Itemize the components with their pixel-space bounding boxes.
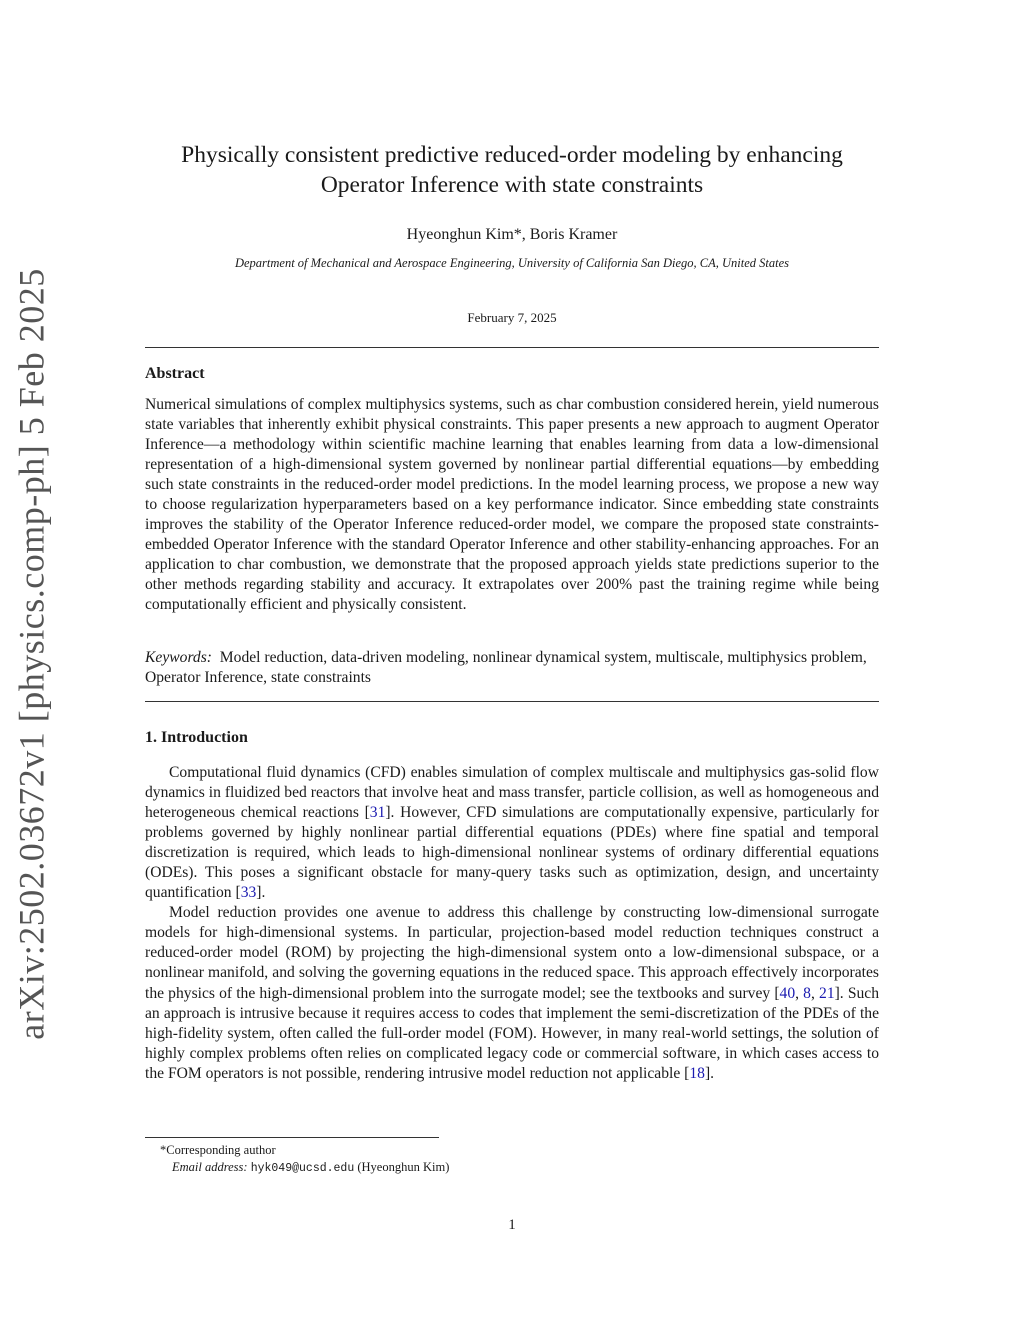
footnote-email-line bbox=[160, 1159, 449, 1177]
citation-link[interactable]: 31 bbox=[369, 804, 386, 822]
footnote bbox=[160, 1142, 449, 1177]
keywords-text: Model reduction, data-driven modeling, nonlinear dynamical system, multiscale, multiphysics problem, Operator Inference, state constraints bbox=[145, 649, 867, 686]
intro-text: ]. bbox=[704, 1064, 715, 1082]
abstract-body: Numerical simulations of complex multiphysics systems, such as char combustion considered herein, yield numerous state variables that inherently exhibit physical constraints. This paper presents a new approach to augment Operator Inference—a methodology within scientific machine learning that enables learning from data a low-dimensional representation of a high-dimensional system governed by nonlinear partial differential equations—by embedding such state constraints in the reduced-order model predictions. In the model learning process, we propose a new way to choose regularization hyperparameters based on a key performance indicator. Since embedding state constraints improves the stability of the Operator Inference reduced-order model, we compare the proposed state constraints-embedded Operator Inference with the standard Operator Inference and other stability-enhancing approaches. For an application to char combustion, we demonstrate that the proposed approach yields state predictions superior to the other methods regarding stability and accuracy. It extrapolates over 200% past the training regime while being computationally efficient and physically consistent. bbox=[145, 396, 879, 614]
intro-text: ]. However, CFD simulations are computationally expensive, particularly for problems governed by highly nonlinear partial differential equations (PDEs) where fine spatial and temporal discretization is required, which leads to high-dimensional nonlinear systems of ordinary differential equations (ODEs). This poses a significant obstacle for many-query tasks such as optimization, design, and uncertainty quantification [ bbox=[145, 804, 879, 902]
abstract-heading: Abstract bbox=[145, 365, 205, 382]
citation-separator: , bbox=[795, 984, 804, 1002]
footnote-corresponding-author: *Corresponding author bbox=[160, 1143, 276, 1157]
keywords bbox=[145, 648, 879, 688]
citation-link[interactable]: 40 bbox=[779, 984, 796, 1002]
intro-paragraph bbox=[145, 903, 879, 1083]
keywords-label: Keywords: bbox=[145, 649, 212, 666]
author-list: Hyeonghun Kim*, Boris Kramer bbox=[406, 226, 618, 243]
title-line-1: Physically consistent predictive reduced-order modeling by enhancing bbox=[181, 142, 843, 168]
author-affiliation: Department of Mechanical and Aerospace Engineering, University of California San Diego, CA, United States bbox=[234, 256, 790, 270]
intro-text: Computational fluid dynamics (CFD) enables simulation of complex multiscale and multiphysics gas-solid flow dynamics in fluidized bed reactors that involve heat and mass transfer, particle collision, as well as homogeneous and heterogeneous chemical reactions [ bbox=[145, 764, 879, 822]
citation-separator: , bbox=[810, 984, 820, 1002]
section-heading-introduction: 1. Introduction bbox=[145, 729, 248, 746]
arxiv-identifier-stamp bbox=[4, 268, 60, 1040]
abstract-top-rule bbox=[145, 347, 879, 348]
citation-link[interactable]: 8 bbox=[803, 984, 811, 1002]
citation-link[interactable]: 21 bbox=[819, 984, 835, 1002]
intro-text: ]. bbox=[256, 884, 266, 902]
intro-text: ]. Such an approach is intrusive because it requires access to codes that implement the semi-discretization of the PDEs of the high-fidelity system, often called the full-order model (FOM). However, in many real-world settings, the solution of highly complex problems often relies on complicated legacy code or commercial software, in which cases access to the FOM operators is not possible, rendering intrusive model reduction not applicable [ bbox=[145, 984, 880, 1082]
arxiv-id-text: arXiv:2502.03672v1 [physics.comp-ph] 5 Feb 2025 bbox=[12, 268, 53, 1040]
intro-paragraph bbox=[145, 763, 879, 903]
footnote-rule bbox=[145, 1137, 439, 1138]
email-owner: (Hyeonghun Kim) bbox=[357, 1160, 450, 1174]
title-line-2: Operator Inference with state constraints bbox=[320, 172, 704, 198]
paper-title bbox=[145, 140, 879, 200]
intro-text: Model reduction provides one avenue to address this challenge by constructing low-dimensional surrogate models for high-dimensional systems. In particular, projection-based model reduction techniques construct a reduced-order model (ROM) by projecting the high-dimensional system onto a low-dimensional subspace, or a nonlinear manifold, and solving the governing equations in the reduced space. This approach effectively incorporates the physics of the high-dimensional problem into the surrogate model; see the textbooks and survey [ bbox=[145, 904, 879, 1002]
abstract-bottom-rule bbox=[145, 701, 879, 702]
page-number: 1 bbox=[508, 1217, 516, 1233]
citation-link[interactable]: 18 bbox=[689, 1064, 705, 1082]
email-address[interactable]: hyk049@ucsd.edu bbox=[250, 1162, 355, 1175]
publication-date: February 7, 2025 bbox=[467, 310, 557, 325]
citation-link[interactable]: 33 bbox=[240, 884, 257, 902]
introduction-body bbox=[145, 763, 879, 1084]
email-label: Email address: bbox=[172, 1160, 248, 1174]
